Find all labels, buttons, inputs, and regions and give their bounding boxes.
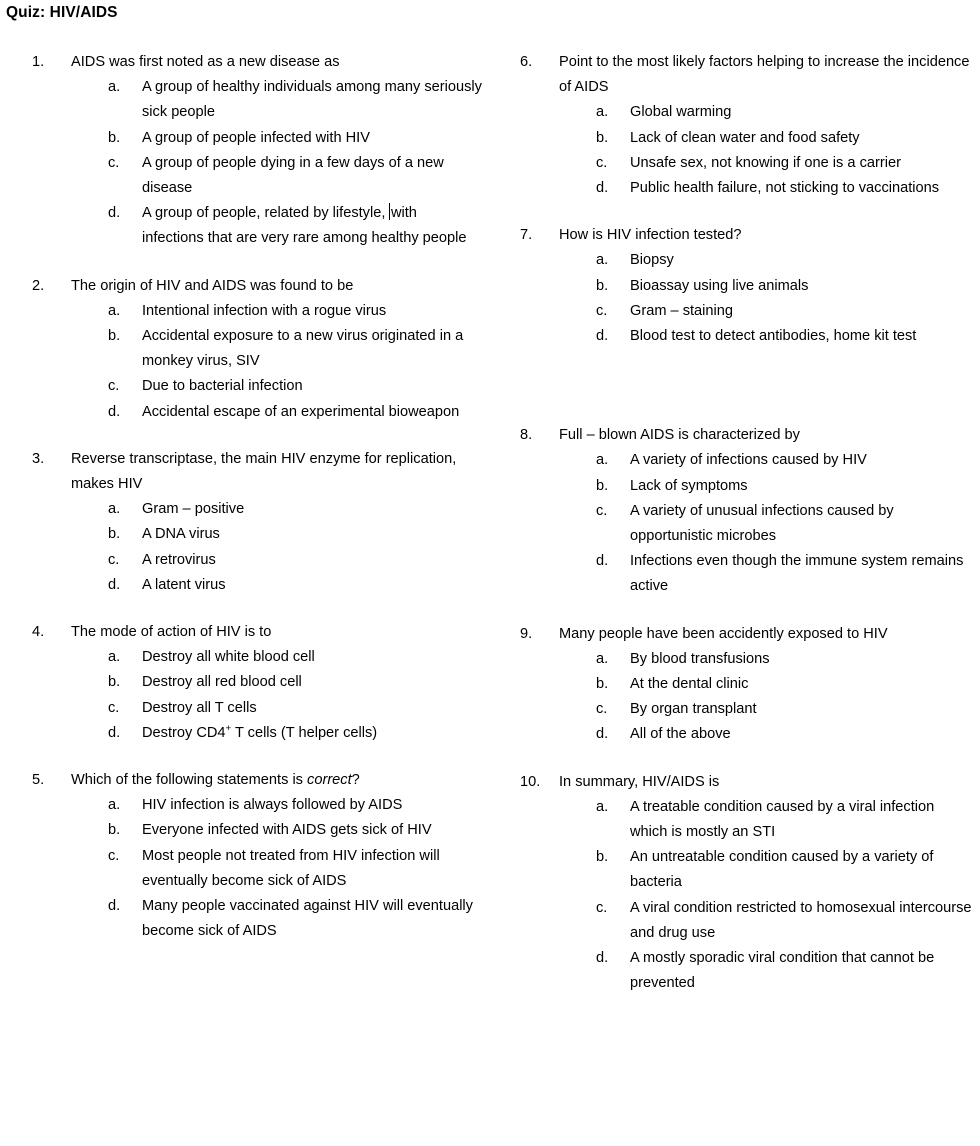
answer-option[interactable] xyxy=(71,573,482,598)
right-column xyxy=(490,50,980,997)
answer-letter: a. xyxy=(108,79,121,96)
answer-option[interactable] xyxy=(559,448,974,473)
answer-option[interactable] xyxy=(71,818,482,843)
question-stem: Reverse transcriptase, the main HIV enzyme for replication, makes HIV xyxy=(71,450,457,493)
question-number: 5. xyxy=(32,772,45,789)
answer-options xyxy=(559,448,974,599)
question-stem: Many people have been accidently exposed to HIV xyxy=(559,625,888,642)
answer-option[interactable] xyxy=(559,946,974,996)
answer-option[interactable] xyxy=(71,151,482,201)
answer-text: Unsafe sex, not knowing if one is a carrier xyxy=(630,154,901,171)
answer-option[interactable] xyxy=(71,374,482,399)
answer-letter: c. xyxy=(108,699,120,716)
question-number: 8. xyxy=(520,427,533,444)
answer-text: A group of people infected with HIV xyxy=(142,129,370,146)
answer-letter: b. xyxy=(596,477,609,494)
answer-text: All of the above xyxy=(630,726,731,743)
answer-letter: a. xyxy=(596,252,609,269)
answer-text: A viral condition restricted to homosexual intercourse and drug use xyxy=(630,899,972,941)
answer-options xyxy=(71,299,482,425)
quiz-question xyxy=(32,447,482,598)
answer-option[interactable] xyxy=(71,400,482,425)
answer-text: Gram – staining xyxy=(630,302,734,319)
question-number: 4. xyxy=(32,624,45,641)
answer-option[interactable] xyxy=(71,201,482,251)
answer-letter: b. xyxy=(108,526,121,543)
answer-letter: c. xyxy=(108,154,120,171)
quiz-question xyxy=(520,423,974,599)
answer-text: Global warming xyxy=(630,104,732,121)
answer-option[interactable] xyxy=(559,176,974,201)
quiz-question xyxy=(32,274,482,425)
answer-text: A group of healthy individuals among many seriously sick people xyxy=(142,79,482,121)
text-cursor xyxy=(389,203,390,220)
answer-text: Accidental escape of an experimental bioweapon xyxy=(142,403,460,420)
question-stem: The origin of HIV and AIDS was found to be xyxy=(71,277,354,294)
answer-letter: d. xyxy=(596,950,609,967)
question-body xyxy=(559,770,974,997)
answer-option[interactable] xyxy=(559,474,974,499)
answer-letter: c. xyxy=(596,154,608,171)
answer-text: Destroy all white blood cell xyxy=(142,649,315,666)
answer-option[interactable] xyxy=(559,549,974,599)
question-number: 6. xyxy=(520,54,533,70)
quiz-question xyxy=(520,223,974,349)
answer-text: A mostly sporadic viral condition that cannot be prevented xyxy=(630,950,935,992)
answer-text: Bioassay using live animals xyxy=(630,277,809,294)
question-number: 7. xyxy=(520,227,533,244)
question-stem: In summary, HIV/AIDS is xyxy=(559,773,720,790)
quiz-question xyxy=(32,768,482,944)
answer-text: Biopsy xyxy=(630,252,674,269)
question-body xyxy=(559,223,974,349)
question-stem: AIDS was first noted as a new disease as xyxy=(71,54,340,70)
answer-option[interactable] xyxy=(559,672,974,697)
answer-option[interactable] xyxy=(559,499,974,549)
answer-letter: c. xyxy=(596,899,608,916)
answer-text: A treatable condition caused by a viral infection which is mostly an STI xyxy=(630,798,935,841)
answer-options xyxy=(559,248,974,349)
answer-option[interactable] xyxy=(559,795,974,845)
answer-options xyxy=(559,100,974,201)
answer-letter: d. xyxy=(596,726,609,743)
answer-text: Public health failure, not sticking to vaccinations xyxy=(630,180,940,197)
answer-text: Blood test to detect antibodies, home kit test xyxy=(630,328,917,345)
answer-letter: b. xyxy=(108,129,121,146)
answer-text: An untreatable condition caused by a variety of bacteria xyxy=(630,849,934,891)
quiz-question xyxy=(520,770,974,997)
answer-option[interactable] xyxy=(559,722,974,747)
answer-option[interactable] xyxy=(559,274,974,299)
answer-letter: d. xyxy=(108,576,121,593)
answer-text: Everyone infected with AIDS gets sick of HIV xyxy=(142,822,432,839)
answer-option[interactable] xyxy=(559,845,974,895)
answer-text: Accidental exposure to a new virus originated in a monkey virus, SIV xyxy=(142,328,464,370)
answer-text: Many people vaccinated against HIV will eventually become sick of AIDS xyxy=(142,898,473,940)
answer-text: Destroy all red blood cell xyxy=(142,674,302,691)
answer-letter: b. xyxy=(596,277,609,294)
quiz-question xyxy=(520,622,974,748)
answer-option[interactable] xyxy=(71,548,482,573)
answer-option[interactable] xyxy=(71,645,482,670)
answer-options xyxy=(559,795,974,997)
answer-letter: b. xyxy=(108,822,121,839)
answer-option[interactable] xyxy=(559,647,974,672)
answer-option[interactable] xyxy=(71,126,482,151)
answer-option[interactable] xyxy=(71,497,482,522)
quiz-question xyxy=(32,50,482,252)
question-body xyxy=(71,447,482,598)
answer-letter: a. xyxy=(596,650,609,667)
answer-letter: c. xyxy=(596,302,608,319)
question-number: 2. xyxy=(32,277,45,294)
answer-option[interactable] xyxy=(559,100,974,125)
answer-letter: b. xyxy=(596,129,609,146)
answer-text: Intentional infection with a rogue virus xyxy=(142,302,387,319)
answer-text: A group of people, related by lifestyle, with infections that are very rare among healthy people xyxy=(142,205,467,247)
question-body xyxy=(71,768,482,944)
answer-text: A latent virus xyxy=(142,576,226,593)
question-body xyxy=(71,620,482,746)
answer-option[interactable] xyxy=(559,896,974,946)
answer-letter: d. xyxy=(108,205,121,222)
answer-letter: b. xyxy=(596,849,609,866)
answer-text: A DNA virus xyxy=(142,526,220,543)
answer-option[interactable] xyxy=(71,696,482,721)
answer-option[interactable] xyxy=(71,299,482,324)
answer-options xyxy=(71,645,482,746)
answer-text: At the dental clinic xyxy=(630,676,749,693)
answer-text: Due to bacterial infection xyxy=(142,378,303,395)
answer-letter: b. xyxy=(108,674,121,691)
question-number: 10. xyxy=(520,773,541,790)
answer-text: Lack of clean water and food safety xyxy=(630,129,860,146)
answer-options xyxy=(559,647,974,748)
answer-option[interactable] xyxy=(71,670,482,695)
question-number: 3. xyxy=(32,450,45,467)
answer-letter: c. xyxy=(108,378,120,395)
question-stem: Which of the following statements is correct? xyxy=(71,772,360,789)
answer-option[interactable] xyxy=(559,324,974,349)
answer-letter: a. xyxy=(596,798,609,815)
answer-letter: d. xyxy=(108,724,121,741)
answer-letter: a. xyxy=(596,452,609,469)
answer-letter: b. xyxy=(108,328,121,345)
question-body xyxy=(559,423,974,599)
question-body xyxy=(71,274,482,425)
quiz-question xyxy=(520,50,974,201)
answer-letter: a. xyxy=(108,501,121,518)
answer-letter: b. xyxy=(596,676,609,693)
quiz-question xyxy=(32,620,482,746)
answer-option[interactable] xyxy=(559,151,974,176)
answer-text: Most people not treated from HIV infection will eventually become sick of AIDS xyxy=(142,847,440,889)
question-stem: How is HIV infection tested? xyxy=(559,227,742,244)
answer-option[interactable] xyxy=(71,894,482,944)
answer-letter: a. xyxy=(108,649,121,666)
answer-text: HIV infection is always followed by AIDS xyxy=(142,797,403,814)
answer-letter: c. xyxy=(596,701,608,718)
answer-option[interactable] xyxy=(71,721,482,746)
page-title: Quiz: HIV/AIDS xyxy=(6,4,118,21)
answer-option[interactable] xyxy=(71,522,482,547)
answer-options xyxy=(71,793,482,944)
answer-text: A retrovirus xyxy=(142,551,216,568)
answer-text: A variety of infections caused by HIV xyxy=(630,452,867,469)
answer-options xyxy=(71,75,482,251)
question-number: 9. xyxy=(520,625,533,642)
question-stem: The mode of action of HIV is to xyxy=(71,624,272,641)
question-stem: Full – blown AIDS is characterized by xyxy=(559,427,800,444)
answer-letter: d. xyxy=(108,898,121,915)
answer-letter: d. xyxy=(596,180,609,197)
answer-option[interactable] xyxy=(559,126,974,151)
answer-letter: c. xyxy=(108,551,120,568)
answer-text: A group of people dying in a few days of a new disease xyxy=(142,154,444,197)
answer-text: Lack of symptoms xyxy=(630,477,748,494)
answer-option[interactable] xyxy=(71,75,482,125)
question-body xyxy=(71,50,482,252)
answer-option[interactable] xyxy=(71,793,482,818)
answer-text: By organ transplant xyxy=(630,701,757,718)
answer-option[interactable] xyxy=(559,248,974,273)
answer-text: Infections even though the immune system remains active xyxy=(630,553,964,595)
answer-letter: d. xyxy=(596,328,609,345)
question-stem: Point to the most likely factors helping to increase the incidence of AIDS xyxy=(559,54,970,96)
answer-letter: a. xyxy=(596,104,609,121)
answer-option[interactable] xyxy=(71,844,482,894)
answer-letter: d. xyxy=(108,403,121,420)
answer-option[interactable] xyxy=(559,299,974,324)
answer-letter: a. xyxy=(108,302,121,319)
answer-options xyxy=(71,497,482,598)
answer-letter: c. xyxy=(108,847,120,864)
answer-text: Destroy CD4+ T cells (T helper cells) xyxy=(142,723,378,741)
question-number: 1. xyxy=(32,54,45,70)
answer-text: A variety of unusual infections caused by opportunistic microbes xyxy=(630,502,894,545)
answer-letter: c. xyxy=(596,502,608,519)
answer-letter: d. xyxy=(596,553,609,570)
answer-option[interactable] xyxy=(559,697,974,722)
answer-text: By blood transfusions xyxy=(630,650,770,667)
answer-letter: a. xyxy=(108,797,121,814)
answer-text: Destroy all T cells xyxy=(142,699,257,716)
question-body xyxy=(559,622,974,748)
answer-text: Gram – positive xyxy=(142,501,245,518)
question-body xyxy=(559,50,974,201)
left-column xyxy=(0,50,490,945)
answer-option[interactable] xyxy=(71,324,482,374)
quiz-columns xyxy=(0,50,980,997)
